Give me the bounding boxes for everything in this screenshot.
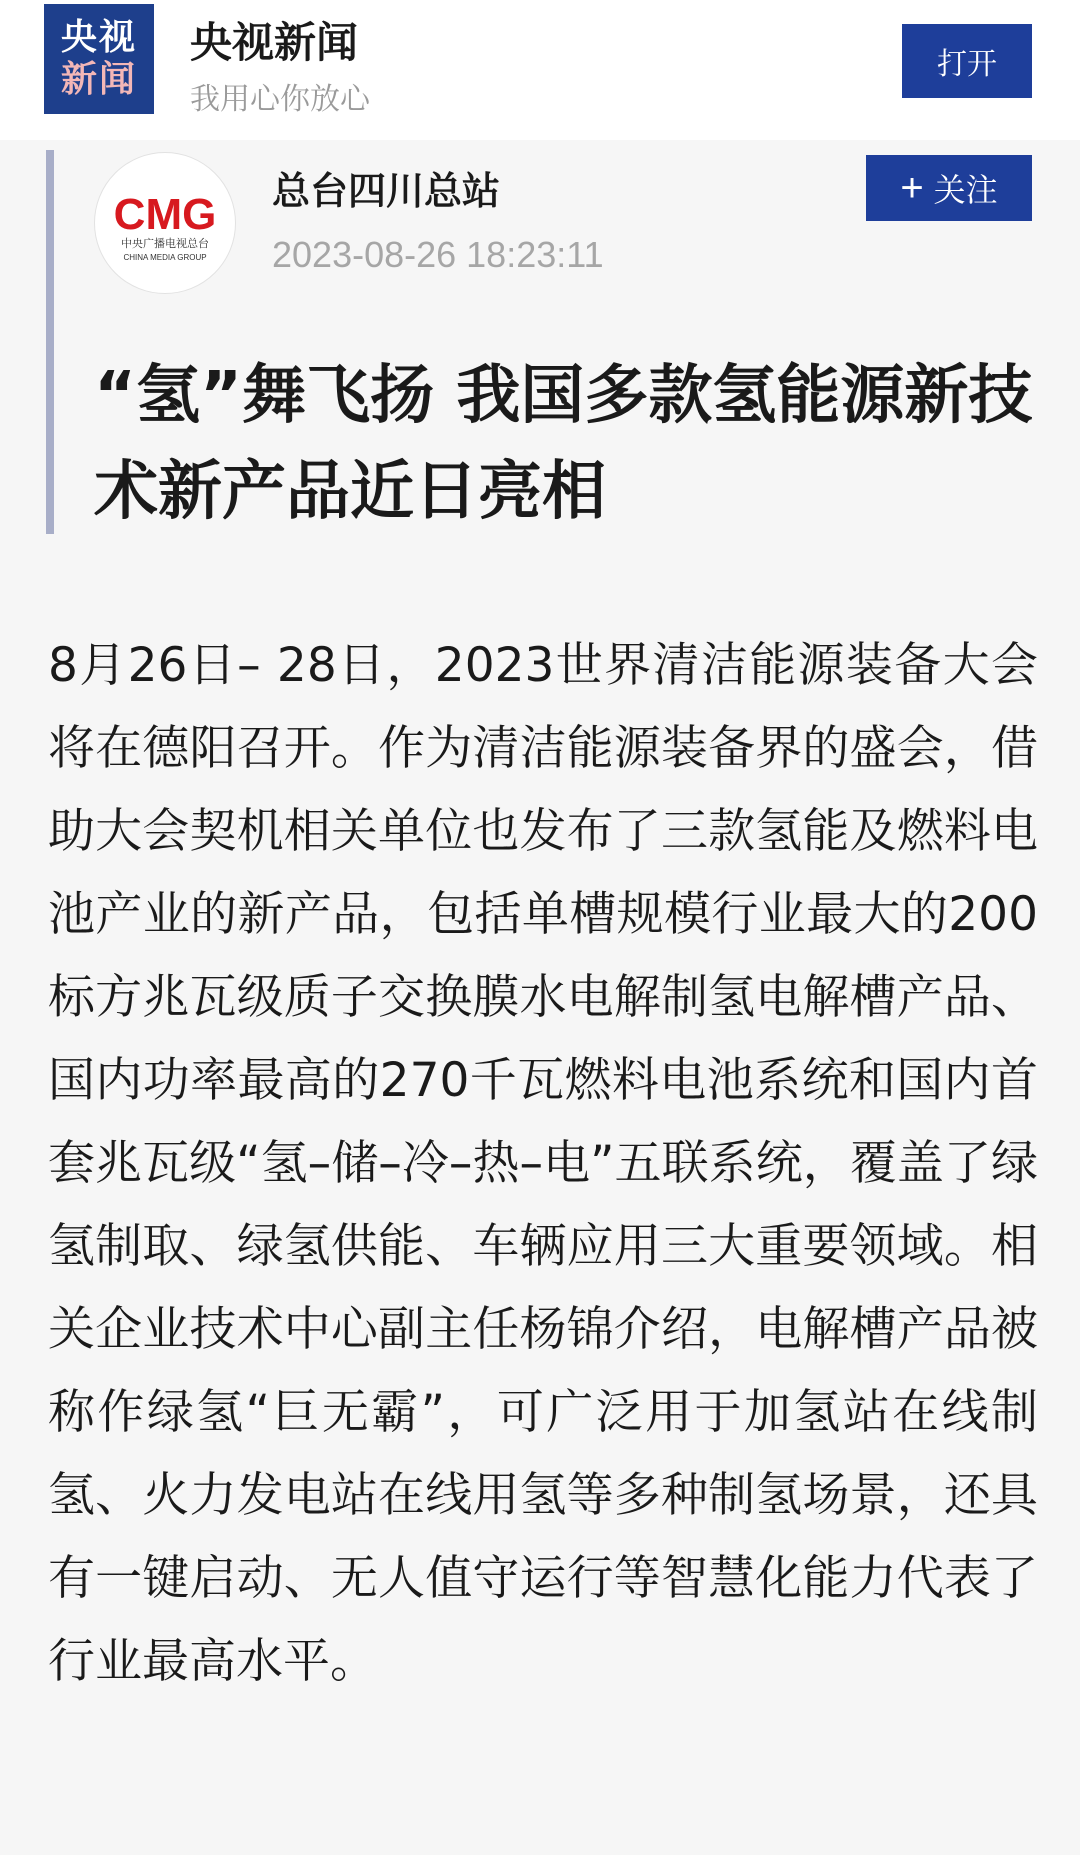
author-name[interactable]: 总台四川总站 (272, 169, 501, 213)
article-title: “氢”舞飞扬 我国多款氢能源新技术新产品近日亮相 (94, 359, 1033, 529)
cmg-logo-text: CMG (113, 190, 217, 239)
app-logo[interactable] (44, 4, 154, 114)
app-logo-line1: 央视 (60, 17, 137, 58)
cmg-logo-sub-en: CHINA MEDIA GROUP (123, 253, 207, 262)
open-app-button[interactable]: 打开 (902, 24, 1032, 98)
author-avatar[interactable] (94, 152, 236, 294)
app-name: 央视新闻 (190, 18, 359, 67)
publish-time: 2023-08-26 18:23:11 (272, 234, 604, 275)
app-banner (0, 0, 1080, 140)
app-logo-line2: 新闻 (60, 59, 137, 100)
plus-icon: + (900, 166, 924, 210)
article-body: 8月26日– 28日，2023世界清洁能源装备大会将在德阳召开。作为清洁能源装备界的盛会，借助大会契机相关单位也发布了三款氢能及燃料电池产业的新产品，包括单槽规模行业最大的200标方兆瓦级质子交换膜水电解制氢电解槽产品、国内功率最高的270千瓦燃料电池系统和国内首套兆瓦级“氢–储–冷–热–电”五联系统，覆盖了绿氢制取、绿氢供能、车辆应用三大重要领域。相关企业技术中心副主任杨锦介绍，电解槽产品被称作绿氢“巨无霸”，可广泛用于加氢站在线制氢、火力发电站在线用氢等多种制氢场景，还具有一键启动、无人值守运行等智慧化能力代表了行业最高水平。 (48, 638, 1038, 1689)
app-slogan: 我用心你放心 (190, 82, 370, 117)
cmg-logo-sub-cn: 中央广播电视总台 (121, 237, 209, 250)
follow-label: 关注 (933, 172, 998, 208)
cmg-logo-icon (95, 153, 235, 293)
title-accent-bar (46, 150, 54, 534)
follow-button[interactable] (866, 155, 1032, 221)
